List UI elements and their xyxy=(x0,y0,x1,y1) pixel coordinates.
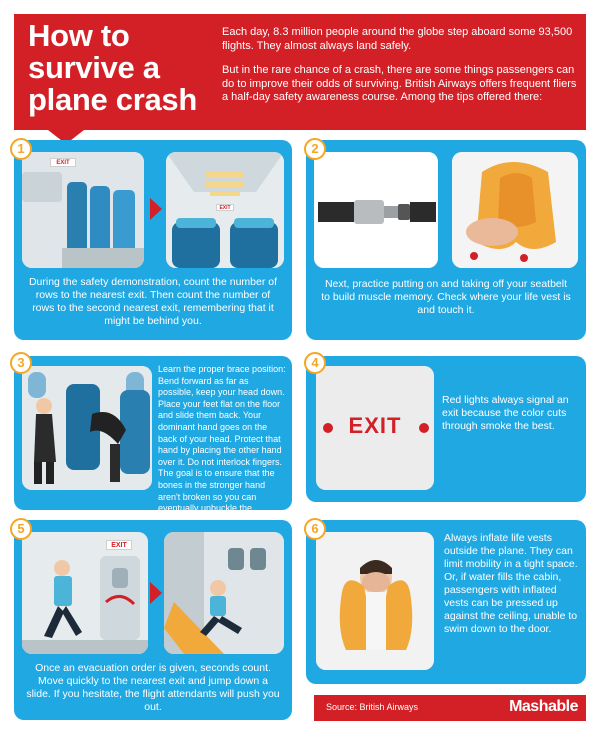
evacuation-run-photo xyxy=(22,532,148,654)
exit-sign: EXIT xyxy=(50,158,76,167)
exit-sign: EXIT xyxy=(106,540,132,550)
exit-sign-photo xyxy=(316,366,434,490)
header-banner xyxy=(14,14,586,130)
tip-caption: Next, practice putting on and taking off your seatbelt to build muscle memory. Check where your life vest is and touch it. xyxy=(321,278,571,316)
tip-panel-6 xyxy=(306,520,586,684)
seatbelt-illustration xyxy=(314,152,438,268)
intro-paragraph: Each day, 8.3 million people around the globe step aboard some 93,500 flights. They almost always land safely. xyxy=(222,26,573,52)
tip-panel-5 xyxy=(14,520,292,720)
tip-panel-2 xyxy=(306,140,586,340)
exit-sign: EXIT xyxy=(348,413,402,438)
seatbelt-photo xyxy=(314,152,438,268)
slide-jump-illustration xyxy=(164,532,284,654)
title-line: plane crash xyxy=(28,82,198,117)
inflated-vest-illustration xyxy=(316,532,434,670)
tip-panel-3 xyxy=(14,356,292,514)
life-vest-inflate-photo xyxy=(316,532,434,670)
brace-position-illustration xyxy=(22,366,152,490)
brace-position-photo xyxy=(22,366,152,490)
intro-text xyxy=(222,26,582,105)
tip-panel-4 xyxy=(306,356,586,502)
step-number-badge: 6 xyxy=(304,518,326,540)
cabin-seats-photo xyxy=(22,152,144,268)
intro-paragraph: But in the rare chance of a crash, there are some things passengers can do to improve their odds of surviving. British Airways offers frequent fliers a half-day safety awareness course. Among the tips offered there: xyxy=(222,64,577,103)
step-number-badge: 5 xyxy=(10,518,32,540)
source-credit: Source: British Airways xyxy=(326,702,419,712)
step-number-badge: 1 xyxy=(10,138,32,160)
step-number-badge: 3 xyxy=(10,352,32,374)
tip-caption: Red lights always signal an exit because the color cuts through smoke the best. xyxy=(442,394,569,432)
arrow-icon xyxy=(150,582,162,604)
running-passenger-illustration xyxy=(22,532,148,654)
step-number-badge: 4 xyxy=(304,352,326,374)
tip-caption: During the safety demonstration, count the number of rows to the nearest exit. Then count the number of rows to the second nearest exit, remembering that it might be behind you. xyxy=(28,276,278,327)
cabin-aisle-photo xyxy=(166,152,284,268)
tip-caption: Learn the proper brace position: Bend forward as far as possible, keep your head down. Place your feet flat on the floor and slide them back. Your dominant hand goes on the back of your head. Protect that hand by placing the other hand over it. Do not interlock fingers. The goal is to ensure that the bones in the stronger hand aren't broken so you can eventually unbuckle the xyxy=(158,364,286,514)
life-vest-photo xyxy=(452,152,578,268)
page-title xyxy=(28,20,218,116)
title-line: survive a xyxy=(28,50,160,85)
evacuation-slide-photo xyxy=(164,532,284,654)
tip-caption: Once an evacuation order is given, seconds count. Move quickly to the nearest exit and jump down a slide. If you hesitate, the flight attendants will push you out. xyxy=(26,662,280,713)
life-vest-illustration xyxy=(452,152,578,268)
step-number-badge: 2 xyxy=(304,138,326,160)
brand-logo[interactable]: Mashable xyxy=(509,698,578,715)
tip-caption: Always inflate life vests outside the plane. They can limit mobility in a tight space. Or, if water fills the cabin, passengers with inflated vests can be pressed up against the ceiling, unable to swim down to the door. xyxy=(444,532,578,635)
footer-bar xyxy=(314,695,586,721)
exit-sign: EXIT xyxy=(216,204,234,211)
tip-panel-1 xyxy=(14,140,292,340)
arrow-icon xyxy=(150,198,162,220)
title-line: How to xyxy=(28,18,130,53)
cabin-seats-illustration xyxy=(22,152,144,268)
